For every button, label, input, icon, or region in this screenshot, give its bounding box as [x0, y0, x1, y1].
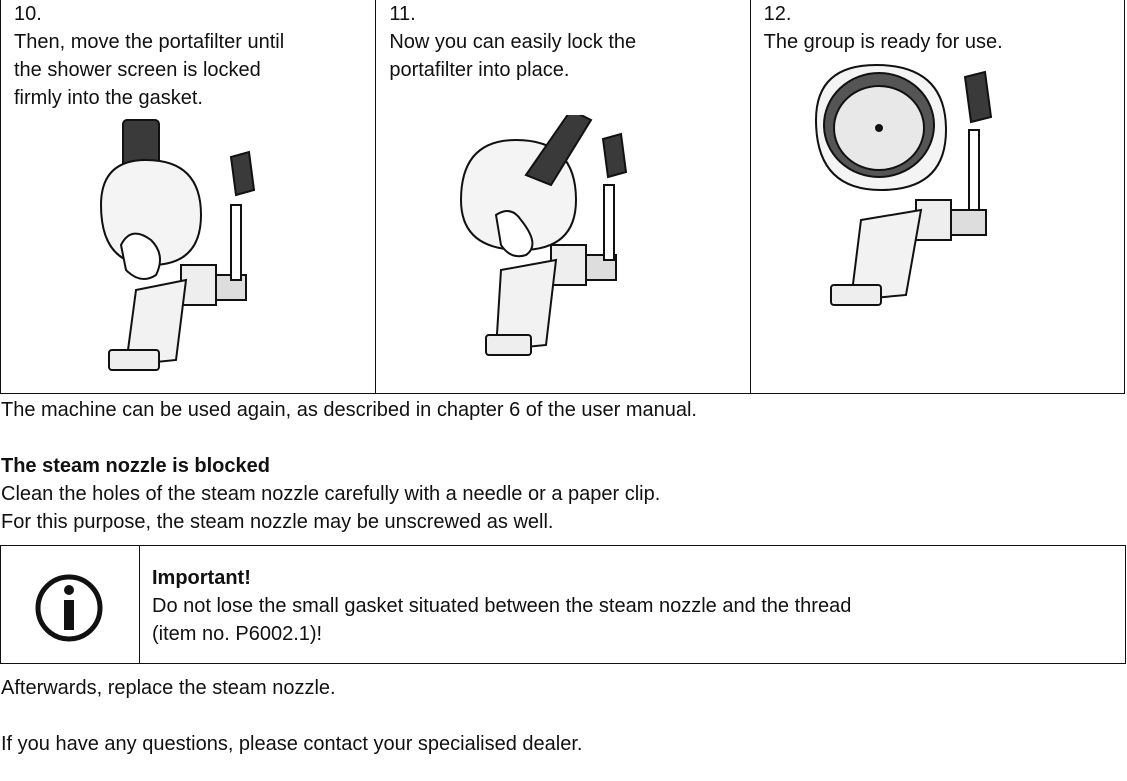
- notice-line: (item no. P6002.1)!: [152, 623, 323, 645]
- step-number: 12.: [763, 3, 792, 25]
- step-number: 11.: [389, 3, 416, 25]
- step-description: Then, move the portafilter until the shower screen is locked firmly into the gasket.: [14, 31, 285, 109]
- step-number: 10.: [14, 3, 42, 25]
- step-12-cell: [751, 0, 1124, 393]
- step-11-cell: [376, 0, 750, 393]
- group-head-illustration-step-10: [81, 115, 281, 375]
- notice-line: Do not lose the small gasket situated between the steam nozzle and the thread: [152, 595, 852, 617]
- important-notice: [0, 545, 1126, 664]
- paragraph-replace-nozzle: Afterwards, replace the steam nozzle.: [1, 677, 336, 699]
- notice-title: Important!: [152, 567, 251, 589]
- step-description: Now you can easily lock the portafilter into place.: [389, 31, 637, 81]
- step-11-text: [389, 0, 636, 84]
- notice-body: [152, 564, 851, 648]
- notice-icon-cell: [1, 546, 140, 663]
- section-line: For this purpose, the steam nozzle may be unscrewed as well.: [1, 511, 554, 533]
- paragraph-contact-dealer: If you have any questions, please contact your specialised dealer.: [1, 733, 583, 755]
- group-head-illustration-step-11: [456, 115, 656, 375]
- step-description: The group is ready for use.: [763, 31, 1003, 53]
- section-line: Clean the holes of the steam nozzle carefully with a needle or a paper clip.: [1, 483, 661, 505]
- step-12-text: [764, 0, 1003, 56]
- group-head-illustration-step-12: [811, 60, 1031, 320]
- step-10-cell: [1, 0, 376, 393]
- step-10-text: [14, 0, 284, 112]
- info-icon: [34, 573, 104, 643]
- section-heading: The steam nozzle is blocked: [1, 455, 270, 477]
- paragraph-machine-ready: The machine can be used again, as described in chapter 6 of the user manual.: [1, 399, 697, 421]
